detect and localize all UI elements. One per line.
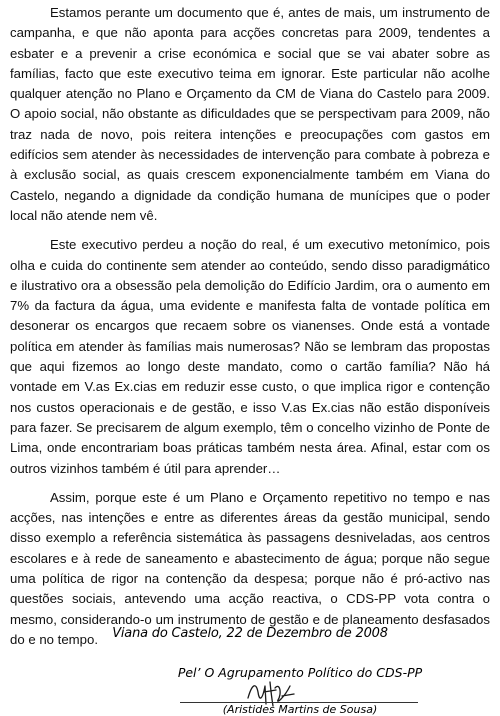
paragraph-2: Este executivo perdeu a noção do real, é um executivo metonímico, pois olha e cuida do continente sem atender ao conteúdo, sendo disso paradigmático e ilustrativo ora a obsessão pela demolição do Edifício Jardim, ora o aumento em 7% da factura da água, uma evidente e manifesta falta de vontade política em desonerar os encargos que recaem sobre os vianenses. Onde está a vontade política em atender às famílias mais numerosas? Não se lembram das propostas que aqui fizemos ao longo deste mandato, como o cartão família? Não há vontade em V.as Ex.cias em reduzir esse custo, o que implica rigor e contenção nos custos operacionais e de gestão, e isso V.as Ex.cias não estão disponíveis para fazer. Se precisarem de algum exemplo, têm o concelho vizinho de Ponte de Lima, onde encontrariam boas práticas também nesta área. Afinal, estar com os outros vizinhos também é útil para aprender…	[10, 237, 490, 476]
signature-area	[150, 680, 450, 714]
signature-block	[150, 665, 450, 714]
paragraph-3: Assim, porque este é um Plano e Orçamento repetitivo no tempo e nas acções, nas intenções e entre as diferentes áreas da gestão municipal, sendo disso exemplo a referência sistemática às passagens desniveladas, aos centros escolares e à rede de saneamento e abastecimento de água; porque não segue uma política de rigor na contenção da despesa; porque não é pró-activo nas questões sociais, antevendo uma acção reactiva, o CDS-PP vota contra o mesmo, considerando-o um instrumento de gestão e de planeamento desfasados do e no tempo.	[10, 489, 490, 647]
signature-group: Pel’ O Agrupamento Político do CDS-PP	[177, 665, 423, 680]
paragraph-1: Estamos perante um documento que é, antes de mais, um instrumento de campanha, e que não aponta para acções concretas para 2009, tendentes a esbater e a prevenir a crise económica e social que se vai abater sobre as famílias, facto que este executivo teima em ignorar. Este particular não acolhe qualquer atenção no Plano e Orçamento da CM de Viana do Castelo para 2009. O apoio social, não obstante as dificuldades que se perspectivam para 2009, não traz nada de novo, pois reitera intenções e preocupações com gastos em edifícios sem atender às necessidades de intervenção para combate à pobreza e à exclusão social, as quais crescem exponencialmente também em Viana do Castelo, negando a dignidade da condição humana de munícipes que o poder local não atende nem vê.	[10, 5, 490, 223]
place-date: Viana do Castelo, 22 de Dezembro de 2008	[112, 626, 388, 641]
signatory-name: (Aristides Martins de Sousa)	[222, 703, 378, 716]
